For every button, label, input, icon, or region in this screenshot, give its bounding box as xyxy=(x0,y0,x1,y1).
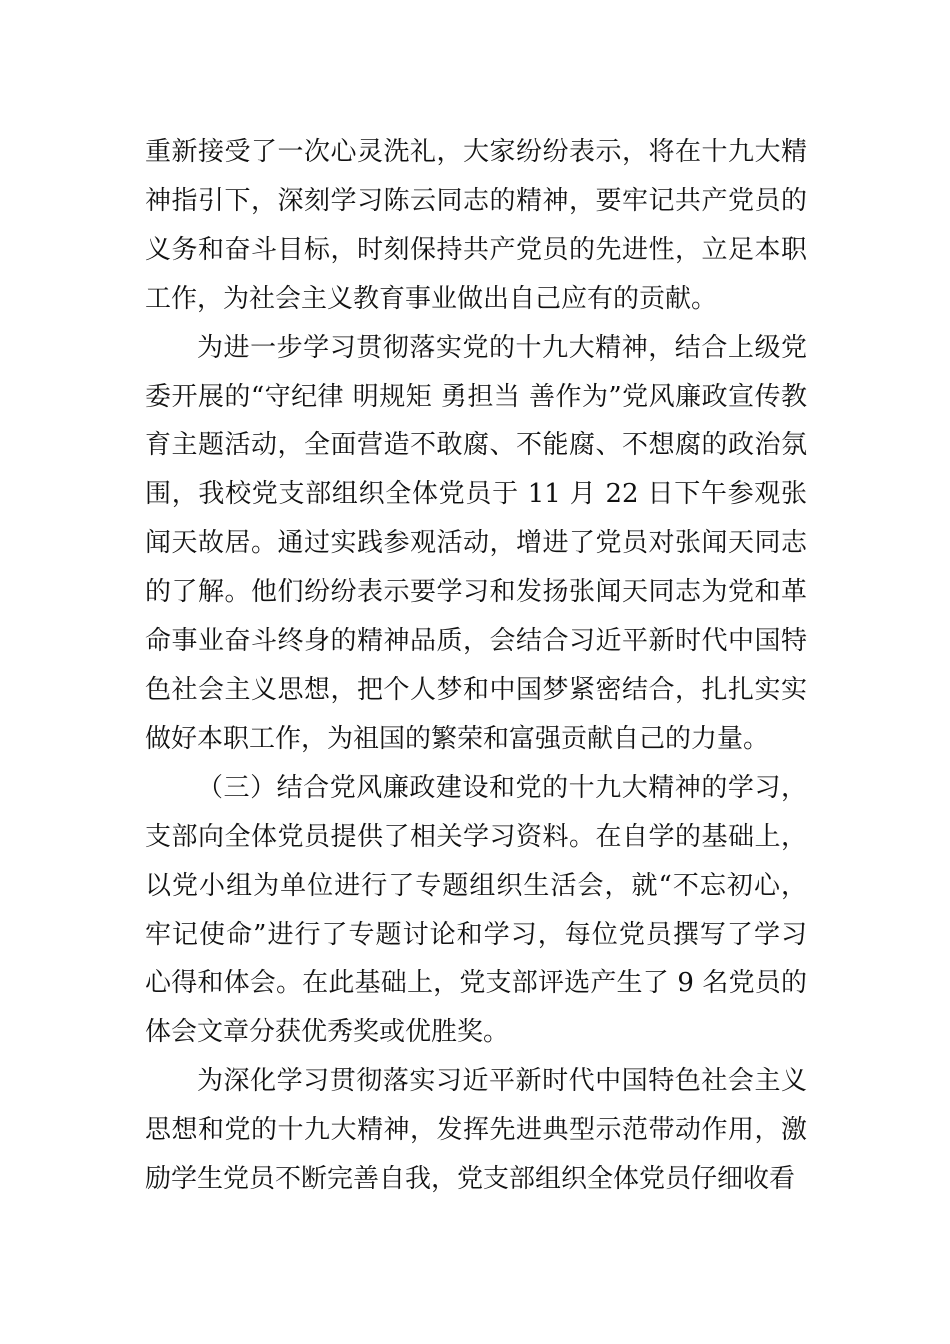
paragraph-zhangwentian-visit: 为进一步学习贯彻落实党的十九大精神，结合上级党委开展的“守纪律 明规矩 勇担当 善作为”党风廉政宣传教育主题活动，全面营造不敢腐、不能腐、不想腐的政治氛围，我校党支部组织全体党员于 11 月 22 日下午参观张闻天故居。通过实践参观活动，增进了党员对张闻天同志的了解。他们纷纷表示要学习和发扬张闻天同志为党和革命事业奋斗终身的精神品质，会结合习近平新时代中国特色社会主义思想，把个人梦和中国梦紧密结合，扎扎实实做好本职工作，为祖国的繁荣和富强贡献自己的力量。 xyxy=(145,332,807,754)
paragraph-section-three: （三）结合党风廉政建设和党的十九大精神的学习，支部向全体党员提供了相关学习资料。在自学的基础上，以党小组为单位进行了专题组织生活会，就“不忘初心，牢记使命”进行了专题讨论和学习，每位党员撰写了学习心得和体会。在此基础上，党支部评选产生了 9 名党员的体会文章分获优秀奖或优胜奖。 xyxy=(145,772,807,1048)
paragraph-deepen-study: 为深化学习贯彻落实习近平新时代中国特色社会主义思想和党的十九大精神，发挥先进典型示范带动作用，激励学生党员不断完善自我，党支部组织全体党员仔细收看 xyxy=(145,1066,807,1195)
document-body xyxy=(145,128,807,1204)
paragraph-continuation: 重新接受了一次心灵洗礼，大家纷纷表示，将在十九大精神指引下，深刻学习陈云同志的精神，要牢记共产党员的义务和奋斗目标，时刻保持共产党员的先进性，立足本职工作，为社会主义教育事业做出自己应有的贡献。 xyxy=(145,137,807,314)
